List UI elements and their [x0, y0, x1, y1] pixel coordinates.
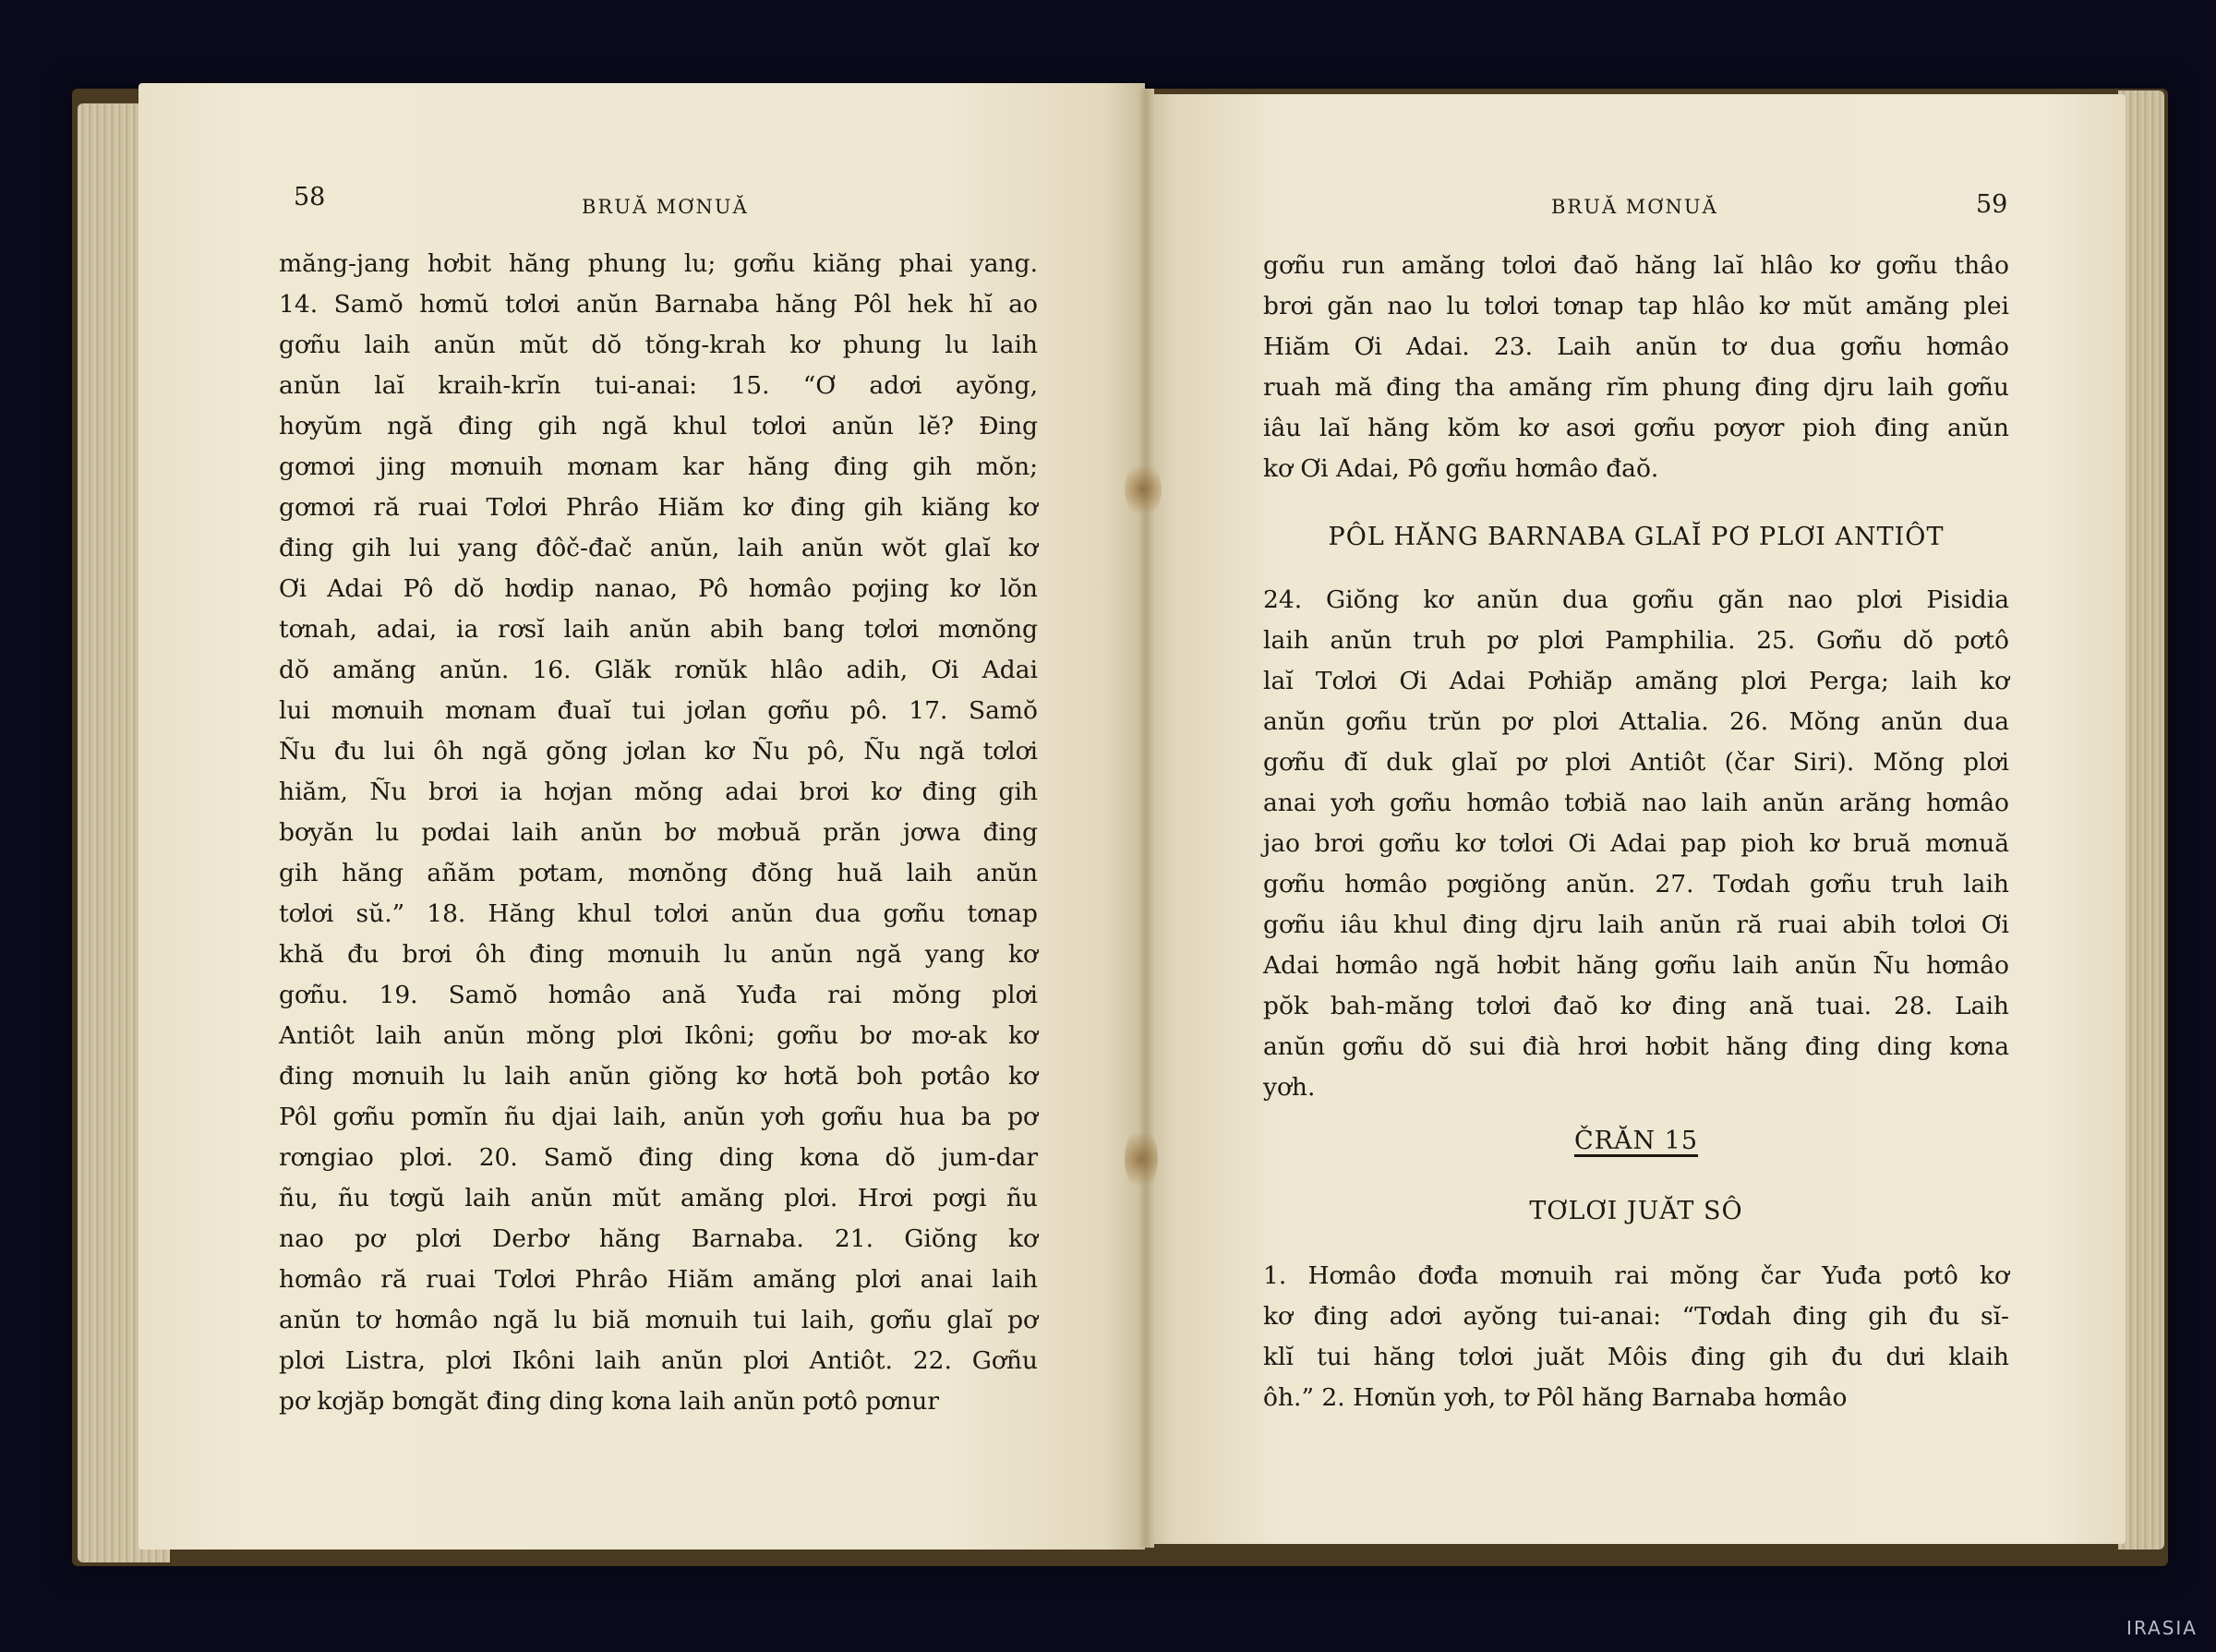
text-line: Ñu đu lui ôh ngă gŏng jơlan kơ Ñu pô, Ñu ngă tơlơi [279, 737, 1038, 766]
left-running-head: BRUĂ MƠNUĂ [582, 196, 749, 218]
text-line: đing gih lui yang đôč-đač anŭn, laih anŭn wŏt glaĭ kơ [279, 534, 1038, 562]
text-line: 1. Hơmâo đơđa mơnuih rai mŏng čar Yuđa pơtô kơ [1263, 1261, 2009, 1290]
text-line: pơ kơjăp bơngăt đing ding kơna laih anŭn pơtô pơnur [279, 1387, 939, 1416]
text-line: Adai hơmâo ngă hơbit hăng gơñu laih anŭn Ñu hơmâo [1263, 951, 2009, 980]
text-line: dŏ amăng anŭn. 16. Glăk rơnŭk hlâo adih, Ơi Adai [279, 656, 1038, 684]
text-line: 24. Giŏng kơ anŭn dua gơñu găn nao plơi Pisidia [1263, 585, 2009, 614]
text-line: laĭ Tơlơi Ơi Adai Pơhiăp amăng plơi Perga; laih kơ [1263, 667, 2009, 695]
text-line: kơ Ơi Adai, Pô gơñu hơmâo đaŏ. [1263, 454, 1659, 483]
text-line: klĭ tui hăng tơlơi juăt Môis đing gih đu dưi klaih [1263, 1343, 2009, 1371]
text-line: bơyăn lu pơdai laih anŭn bơ mơbuă prăn jơwa đing [279, 818, 1038, 847]
chapter-heading: ČRĂN 15 [1573, 1127, 1699, 1155]
text-line: gih hăng añăm pơtam, mơnŏng đŏng huă laih anŭn [279, 859, 1038, 887]
right-running-head: BRUĂ MƠNUĂ [1551, 196, 1718, 218]
text-line: rơngiao plơi. 20. Samŏ đing ding kơna dŏ jum-dar [279, 1143, 1038, 1172]
text-line: hiăm, Ñu brơi ia hơjan mŏng adai brơi kơ đing gih [279, 778, 1038, 806]
text-line: laih anŭn truh pơ plơi Pamphilia. 25. Gơñu dŏ pơtô [1263, 626, 2009, 655]
stain-mark [1125, 1127, 1158, 1191]
text-line: kơ đing adơi ayŏng tui-anai: “Tơdah đing gih đu sĭ- [1263, 1302, 2009, 1331]
text-line: yơh. [1263, 1073, 1316, 1102]
text-line: khă đu brơi ôh đing mơnuih lu anŭn ngă yang kơ [279, 940, 1038, 969]
left-page-text [279, 244, 1038, 1422]
text-line: hơmâo ră ruai Tơlơi Phrâo Hiăm amăng plơi anai laih [279, 1265, 1038, 1294]
text-line: brơi găn nao lu tơlơi tơnap tap hlâo kơ mŭt amăng plei [1263, 292, 2009, 320]
text-line: anŭn tơ hơmâo ngă lu biă mơnuih tui laih, gơñu glaĭ pơ [279, 1306, 1038, 1334]
text-line: gơñu laih anŭn mŭt dŏ tŏng-krah kơ phung lu laih [279, 331, 1038, 359]
text-line: măng-jang hơbit hăng phung lu; gơñu kiăng phai yang. [279, 249, 1038, 278]
right-page-text-bottom [1263, 1256, 2009, 1418]
text-line: anŭn gơñu trŭn pơ plơi Attalia. 26. Mŏng anŭn dua [1263, 707, 2009, 736]
section-heading: PÔL HĂNG BARNABA GLAĬ PƠ PLƠI ANTIÔT [1328, 523, 1945, 551]
text-line: anŭn laĭ kraih-krĭn tui-anai: 15. “Ơ adơi ayŏng, [279, 371, 1038, 400]
text-line: 14. Samŏ hơmŭ tơlơi anŭn Barnaba hăng Pôl hek hĭ ao [279, 290, 1038, 319]
watermark: IRASIA [2126, 1617, 2198, 1639]
text-line: Pôl gơñu pơmĭn ñu djai laih, anŭn yơh gơñu hua ba pơ [279, 1103, 1038, 1131]
text-line: Ơi Adai Pô dŏ hơdip nanao, Pô hơmâo pơjing kơ lŏn [279, 574, 1038, 603]
text-line: tơnah, adai, ia rơsĭ laih anŭn abih bang tơlơi mơnŏng [279, 615, 1038, 644]
book-gutter [1138, 89, 1154, 1548]
text-line: anai yơh gơñu hơmâo tơbiă nao laih anŭn arăng hơmâo [1263, 789, 2009, 817]
text-line: iâu laĭ hăng kŏm kơ asơi gơñu pơyơr pioh đing anŭn [1263, 414, 2009, 442]
text-line: ñu, ñu tơgŭ laih anŭn mŭt amăng plơi. Hrơi pơgi ñu [279, 1184, 1038, 1212]
text-line: Antiôt laih anŭn mŏng plơi Ikôni; gơñu bơ mơ-ak kơ [279, 1021, 1038, 1050]
right-page-text-middle [1263, 580, 2009, 1108]
text-line: hơyŭm ngă đing gih ngă khul tơlơi anŭn lĕ? Đing [279, 412, 1038, 440]
text-line: Hiăm Ơi Adai. 23. Laih anŭn tơ dua gơñu hơmâo [1263, 332, 2009, 361]
stain-mark [1125, 462, 1162, 517]
text-line: lui mơnuih mơnam đuaĭ tui jơlan gơñu pô. 17. Samŏ [279, 696, 1038, 725]
text-line: ruah mă đing tha amăng rĭm phung đing djru laih gơñu [1263, 373, 2009, 402]
text-line: gơñu. 19. Samŏ hơmâo ană Yuđa rai mŏng plơi [279, 981, 1038, 1009]
text-line: ôh.” 2. Hơnŭn yơh, tơ Pôl hăng Barnaba hơmâo [1263, 1383, 1848, 1412]
text-line: gơñu đĭ duk glaĭ pơ plơi Antiôt (čar Siri). Mŏng plơi [1263, 748, 2009, 777]
text-line: gơñu iâu khul đing djru laih anŭn ră ruai abih tơlơi Ơi [1263, 910, 2009, 939]
right-page-text-top [1263, 246, 2009, 489]
text-line: pŏk bah-măng tơlơi đaŏ kơ đing ană tuai. 28. Laih [1263, 992, 2009, 1020]
text-line: nao pơ plơi Derbơ hăng Barnaba. 21. Giŏng kơ [279, 1224, 1038, 1253]
chapter-subheading: TƠLƠI JUĂT SÔ [1529, 1197, 1743, 1225]
text-line: plơi Listra, plơi Ikôni laih anŭn plơi Antiôt. 22. Gơñu [279, 1346, 1038, 1375]
text-line: anŭn gơñu dŏ sui đià hrơi hơbit hăng đing ding kơna [1263, 1032, 2009, 1061]
text-line: gơmơi jing mơnuih mơnam kar hăng đing gih mŏn; [279, 452, 1038, 481]
left-page-number: 58 [294, 183, 326, 211]
text-line: tơlơi sŭ.” 18. Hăng khul tơlơi anŭn dua gơñu tơnap [279, 899, 1038, 928]
text-line: gơñu hơmâo pơgiŏng anŭn. 27. Tơdah gơñu truh laih [1263, 870, 2009, 898]
right-page-number: 59 [1976, 190, 2008, 219]
text-line: gơmơi ră ruai Tơlơi Phrâo Hiăm kơ đing gih kiăng kơ [279, 493, 1038, 522]
text-line: đing mơnuih lu laih anŭn giŏng kơ hơtă boh pơtâo kơ [279, 1062, 1038, 1091]
text-line: gơñu run amăng tơlơi đaŏ hăng laĭ hlâo kơ gơñu thâo [1263, 251, 2009, 280]
text-line: jao brơi gơñu kơ tơlơi Ơi Adai pap pioh kơ bruă mơnuă [1263, 829, 2009, 858]
